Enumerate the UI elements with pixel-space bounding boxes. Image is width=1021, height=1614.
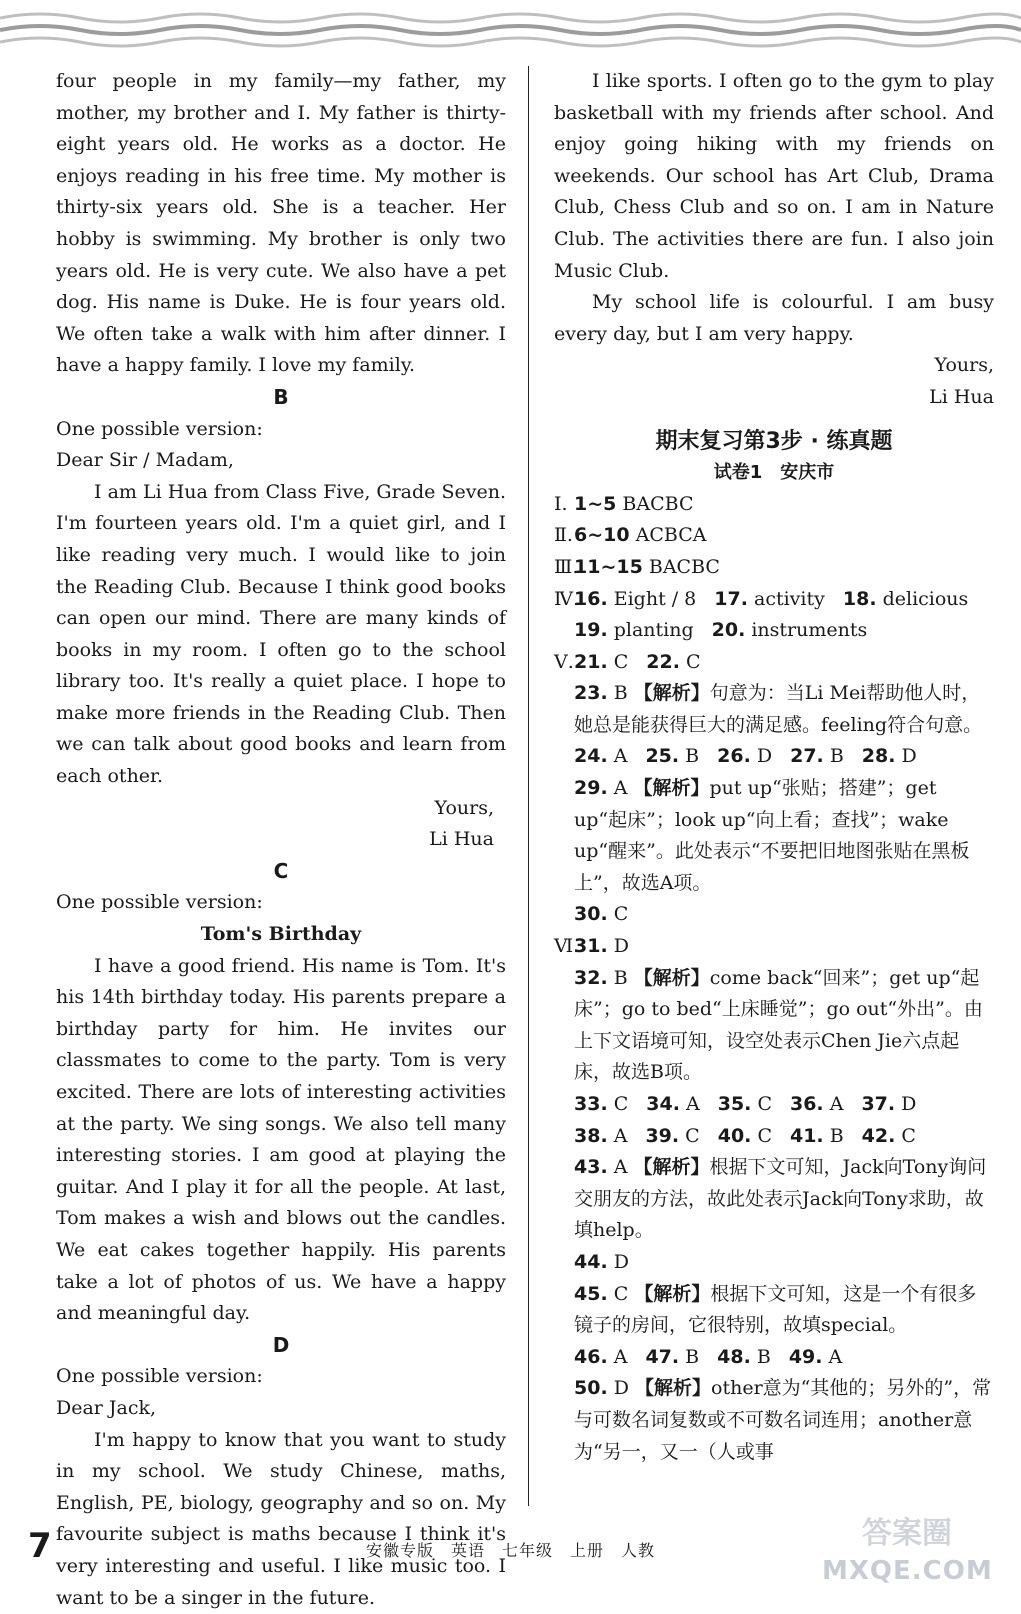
question-number: 27. — [790, 745, 824, 768]
question-number: 22. — [646, 650, 680, 673]
section-b-greeting: Dear Sir / Madam, — [56, 449, 234, 472]
answer-row-24-28 — [554, 741, 994, 773]
question-number: 34. — [646, 1093, 680, 1115]
answer-43 — [554, 1152, 994, 1247]
answer-row-3 — [554, 552, 994, 584]
answer-32 — [554, 963, 994, 1089]
question-number: 44. — [574, 1250, 608, 1273]
question-number: 25. — [645, 745, 680, 768]
question-number: 47. — [645, 1345, 680, 1368]
analysis-tag: 【解析】 — [633, 1156, 710, 1179]
section-b-intro: One possible version: — [56, 417, 263, 440]
question-number: 43. — [574, 1156, 608, 1179]
essay-d-p2: My school life is colourful. I am busy every day, but I am very happy. — [554, 291, 994, 345]
answer-value: activity — [754, 587, 825, 610]
analysis-tag: 【解析】 — [633, 777, 710, 800]
answer-value: ACBCA — [635, 524, 707, 547]
answer-value: D — [613, 935, 629, 958]
answer-value: D — [901, 1093, 917, 1115]
section-label: Ⅲ. — [554, 555, 579, 578]
answer-value: C — [685, 650, 701, 673]
answer-value: delicious — [882, 587, 969, 610]
answer-value: A — [613, 777, 628, 800]
paper-title: 试卷1 安庆市 — [713, 462, 835, 484]
question-number: 30. — [574, 903, 608, 926]
answer-value: A — [829, 1093, 844, 1115]
answer-23 — [554, 678, 994, 741]
section-d-intro: One possible version: — [56, 1365, 263, 1388]
header-decoration — [0, 0, 1021, 62]
answer-row-6 — [554, 647, 994, 679]
analysis-tag: 【解析】 — [634, 1282, 711, 1305]
answer-value: B — [613, 682, 628, 705]
answer-value: planting — [613, 619, 694, 642]
question-number: 20. — [711, 619, 746, 642]
question-number: 38. — [574, 1124, 608, 1147]
explanation: come back“回来”；get up“起床”；go to bed“上床睡觉”；go out“外出”。由上下文语境可知，设空处表示Chen Jie六点起床，故选B项。 — [574, 966, 983, 1084]
watermark-site: MXQE.COM — [822, 1556, 993, 1586]
question-number: 35. — [717, 1093, 752, 1115]
answer-50 — [554, 1373, 994, 1468]
question-number: 26. — [717, 745, 751, 768]
question-number: 17. — [714, 587, 748, 610]
section-d-greeting: Dear Jack, — [56, 1396, 157, 1419]
answer-row-33-37 — [554, 1089, 994, 1121]
answer-value: B — [685, 1345, 700, 1368]
right-column — [554, 66, 994, 1468]
question-number: 46. — [574, 1345, 608, 1368]
question-number: 40. — [717, 1124, 752, 1147]
column-divider — [528, 66, 529, 1506]
answer-row-38-42 — [554, 1121, 994, 1153]
question-number: 39. — [645, 1124, 680, 1147]
question-number: 24. — [574, 745, 608, 768]
answer-value: B — [756, 1345, 771, 1368]
answer-value: B — [829, 1124, 844, 1147]
question-number: 48. — [717, 1345, 751, 1368]
explanation: other意为“其他的；另外的”，常与可数名词复数或不可数名词连用；another意为“另一，又一（人或事 — [574, 1377, 992, 1463]
section-d-body: I'm happy to know that you want to study in my school. We study Chinese, maths, English, PE, biology, geography and so on. My favourite subject is maths because I think it's very interesting and useful. I like music too. I want to be a singer in the future. — [56, 1428, 506, 1609]
section-label: Ⅵ. — [554, 935, 580, 958]
analysis-tag: 【解析】 — [633, 966, 710, 989]
left-column — [56, 66, 506, 1614]
answer-value: A — [685, 1093, 700, 1115]
footer-text: 安徽专版 英语 七年级 上册 人教 — [365, 1541, 655, 1560]
answer-value: C — [901, 1124, 916, 1147]
answer-value: A — [828, 1345, 843, 1368]
answer-value: D — [756, 745, 773, 768]
answer-value: C — [757, 1124, 772, 1147]
question-number: 19. — [574, 619, 608, 642]
page-number: 7 — [28, 1526, 52, 1566]
answer-29 — [554, 773, 994, 899]
answer-row-5 — [554, 615, 994, 647]
question-number: 45. — [574, 1282, 608, 1305]
section-c-intro: One possible version: — [56, 891, 263, 914]
answer-value: C — [613, 1093, 629, 1115]
answer-value: C — [613, 650, 629, 673]
answer-value: Eight / 8 — [613, 587, 697, 610]
essay-d-closing: Yours, — [934, 354, 994, 377]
answer-value: A — [613, 1124, 628, 1147]
section-b-signature: Li Hua — [429, 828, 494, 851]
answer-value: C — [613, 1282, 629, 1305]
question-range: 6~10 — [574, 524, 630, 547]
essay-d-signature: Li Hua — [929, 385, 994, 408]
section-label: Ⅳ. — [554, 587, 580, 610]
answer-value: A — [613, 745, 628, 768]
answer-value: A — [613, 1156, 628, 1179]
question-number: 16. — [574, 587, 608, 610]
section-d-heading: D — [272, 1332, 290, 1357]
step-title: 期末复习第3步 · 练真题 — [655, 428, 893, 454]
analysis-tag: 【解析】 — [633, 682, 710, 705]
section-label: Ⅴ. — [554, 650, 574, 673]
section-b-heading: B — [273, 384, 289, 409]
section-b-closing: Yours, — [434, 796, 494, 819]
essay-a-tail: four people in my family—my father, my mother, my brother and I. My father is thirty-eight years old. He works as a doctor. He enjoys reading in his free time. My mother is thirty-six years old. She is a teacher. Her hobby is swimming. My brother is only two years old. He is very cute. We also have a pet dog. His name is Duke. He is four years old. We often take a walk with him after dinner. I have a happy family. I love my family. — [56, 70, 506, 377]
answer-key — [554, 489, 994, 1468]
question-number: 29. — [574, 777, 608, 800]
section-b-body: I am Li Hua from Class Five, Grade Seven. I'm fourteen years old. I'm a quiet girl, and I like reading very much. I would like to join the Reading Club. Because I think good books can open our mind. There are many kinds of books in my room. I often go to the school library too. It's really a quiet place. I hope to make more friends in the Reading Club. Then we can talk about good books and learn from each other. — [56, 480, 506, 788]
explanation: 根据下文可知，Jack向Tony询问交朋友的方法，故此处表示Jack向Tony求助，故填help。 — [574, 1156, 987, 1242]
question-number: 42. — [861, 1124, 896, 1147]
section-c-title: Tom's Birthday — [200, 923, 362, 946]
answer-value: BACBC — [622, 492, 694, 515]
question-number: 33. — [574, 1093, 608, 1115]
answer-44 — [554, 1247, 994, 1279]
question-number: 23. — [574, 682, 608, 705]
question-number: 37. — [861, 1093, 896, 1115]
answer-value: instruments — [751, 619, 868, 642]
question-number: 21. — [574, 650, 608, 673]
answer-value: C — [613, 903, 629, 926]
question-number: 18. — [842, 587, 877, 610]
answer-row-4 — [554, 584, 994, 616]
explanation: 根据下文可知，这是一个有很多镜子的房间，它很特别，故填special。 — [574, 1282, 977, 1337]
answer-row-46-49 — [554, 1342, 994, 1374]
question-number: 28. — [861, 745, 896, 768]
answer-45 — [554, 1279, 994, 1342]
essay-d-p1: I like sports. I often go to the gym to play basketball with my friends after school. And enjoy going hiking with my friends on weekends. Our school has Art Club, Drama Club, Chess Club and so on. I am in Nature Club. The activities there are fun. I also join Music Club. — [554, 70, 994, 282]
explanation: put up“张贴；搭建”；get up“起床”；look up“向上看；查找”；wake up“醒来”。此处表示“不要把旧地图张贴在黑板上”，故选A项。 — [574, 777, 970, 894]
answer-value: B — [829, 745, 844, 768]
answer-row-2 — [554, 520, 994, 552]
question-range: 1~5 — [574, 492, 617, 515]
watermark-logo: 答案圈 — [862, 1516, 952, 1551]
question-number: 49. — [788, 1345, 823, 1368]
question-number: 32. — [574, 966, 608, 989]
answer-value: B — [613, 966, 628, 989]
answer-value: D — [613, 1250, 629, 1273]
question-number: 36. — [789, 1093, 824, 1115]
analysis-tag: 【解析】 — [635, 1377, 712, 1400]
question-number: 50. — [574, 1377, 608, 1400]
section-label: Ⅰ. — [554, 492, 568, 515]
answer-value: C — [757, 1093, 772, 1115]
section-c-heading: C — [273, 858, 289, 883]
answer-value: D — [901, 745, 917, 768]
question-number: 41. — [789, 1124, 824, 1147]
answer-value: B — [685, 745, 700, 768]
answer-value: BACBC — [648, 555, 720, 578]
answer-value: A — [613, 1345, 628, 1368]
question-range: 11~15 — [574, 555, 643, 578]
section-c-body: I have a good friend. His name is Tom. It's his 14th birthday today. His parents prepare a birthday party for him. He invites our classmates to come to the party. Tom is very excited. There are lots of interesting activities at the party. We sing songs. We also tell many interesting stories. I am good at playing the guitar. And I play it for all the people. At last, Tom makes a wish and blows out the candles. We eat cakes together happily. His parents take a lot of photos of us. We have a happy and meaningful day. — [56, 954, 506, 1325]
question-number: 31. — [574, 935, 608, 958]
section-label: Ⅱ. — [554, 524, 573, 547]
answer-row-1 — [554, 489, 994, 521]
explanation: 句意为：当Li Mei帮助他人时，她总是能获得巨大的满足感。feeling符合句意。 — [574, 682, 983, 736]
answer-value: C — [685, 1124, 700, 1147]
answer-value: D — [613, 1377, 629, 1400]
answer-30 — [554, 899, 994, 931]
answer-31 — [554, 931, 994, 963]
